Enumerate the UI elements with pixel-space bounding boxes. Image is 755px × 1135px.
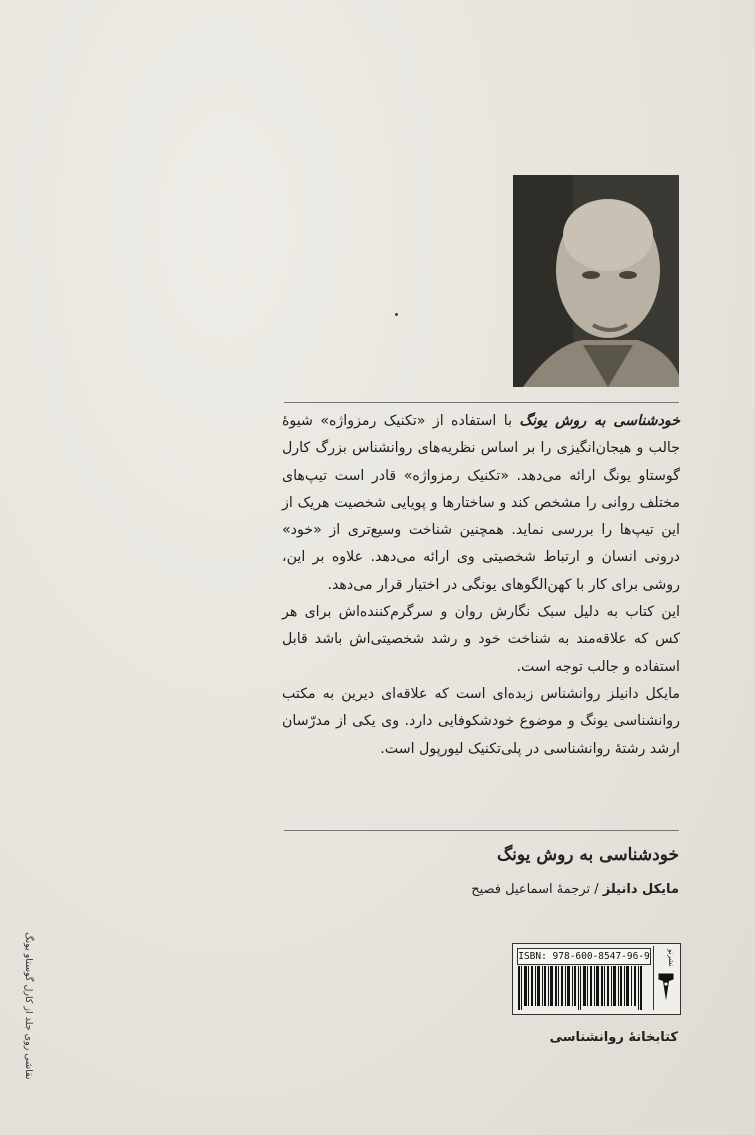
blurb-paragraph-2: این کتاب به دلیل سبک نگارش روان و سرگرم‌کننده‌اش برای هر کس که علاقه‌مند به شناخت خود و رشد شخصیتی‌اش باشد قابل استفاده و جالب توجه است. — [282, 604, 680, 675]
book-title: خودشناسی به روش یونگ — [496, 845, 679, 865]
cover-art-credit: نقاشی روی جلد از کارل گوستاو یونگ — [23, 932, 34, 1080]
isbn-label: ISBN: 978-600-8547-96-9 — [517, 948, 651, 965]
blurb-paragraph-1-text: با استفاده از «تکنیک رمزواژه» شیوهٔ جالب و هیجان‌انگیزی را بر اساس نظریه‌های روانشناس بزرگ کارل گوستاو یونگ ارائه می‌دهد. «تکنیک رمزواژه» قادر است تیپ‌های مختلف روانی را مشخص کند و ساختارها و پویایی شخصیت هریک از این تیپ‌ها را بررسی نماید. همچنین شناخت وسیع‌تری از «خود» درونی انسان و ارتباط شخصیتی وی ارائه می‌دهد. علاوه بر این، روشی برای کار با کهن‌الگوهای یونگی در اختیار قرار می‌دهد. — [282, 413, 680, 593]
publisher-logo — [653, 946, 678, 1010]
blurb-lead-title: خودشناسی به روش یونگ — [519, 413, 680, 429]
speck — [395, 313, 398, 316]
series-name: کتابخانهٔ روانشناسی — [549, 1030, 678, 1045]
pen-nib-icon — [657, 968, 675, 1006]
blurb-paragraph-1 — [282, 408, 680, 599]
barcode — [518, 966, 648, 1010]
credit-separator: / — [594, 882, 599, 897]
author-photo — [513, 175, 679, 387]
credits — [471, 882, 679, 897]
barcode-box — [512, 943, 681, 1015]
translator-name: ترجمهٔ اسماعیل فصیح — [471, 882, 591, 897]
publisher-name: نشرنو — [667, 949, 675, 967]
blurb-text — [282, 408, 680, 763]
author-name: مایکل دانیلز — [602, 882, 679, 897]
blurb-paragraph-3: مایکل دانیلز روانشناس زبده‌ای است که علاقه‌ای دیرین به مکتب روانشناسی یونگ و موضوع خودشکوفایی دارد. وی یکی از مدرّسان ارشد رشتهٔ روانشناسی در پلی‌تکنیک لیورپول است. — [282, 685, 680, 757]
bottom-divider — [284, 830, 679, 831]
top-divider — [284, 402, 679, 403]
